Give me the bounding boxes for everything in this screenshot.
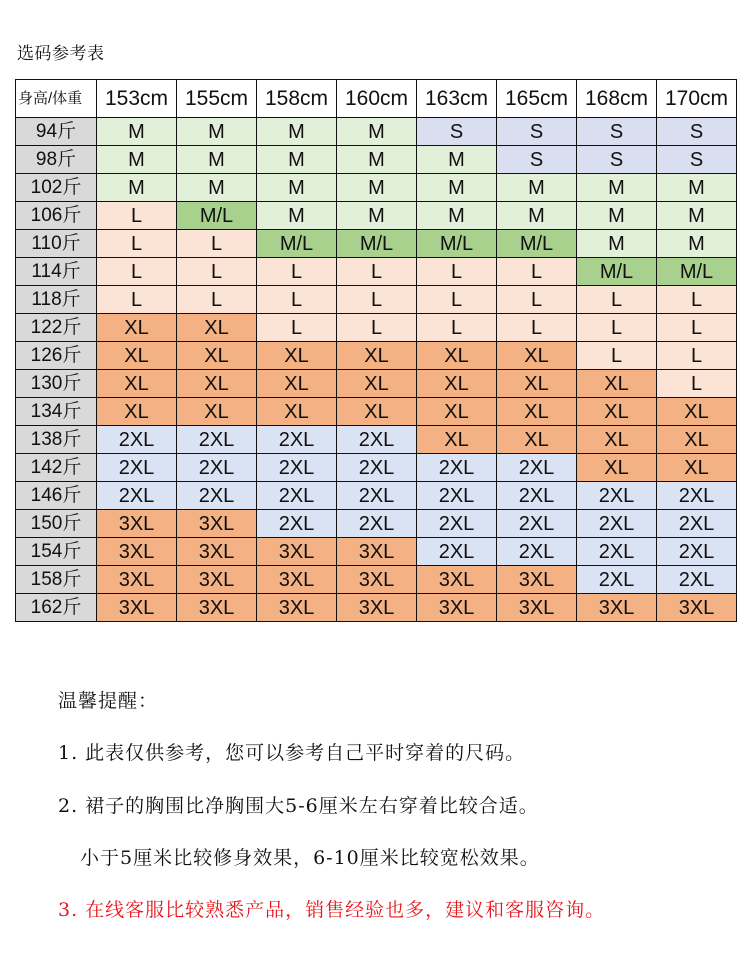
size-cell: 2XL <box>337 482 417 510</box>
size-cell: M <box>257 146 337 174</box>
table-row <box>16 594 737 622</box>
size-cell: XL <box>417 398 497 426</box>
size-cell: XL <box>337 370 417 398</box>
size-cell: M <box>177 118 257 146</box>
size-cell: 2XL <box>417 510 497 538</box>
size-cell: M <box>177 146 257 174</box>
size-cell: L <box>417 286 497 314</box>
size-cell: 2XL <box>417 454 497 482</box>
size-cell: 2XL <box>577 510 657 538</box>
size-cell: 2XL <box>177 426 257 454</box>
height-header: 168cm <box>577 80 657 118</box>
size-cell: M <box>417 146 497 174</box>
height-header: 158cm <box>257 80 337 118</box>
size-cell: 3XL <box>177 538 257 566</box>
size-cell: 3XL <box>577 594 657 622</box>
size-cell: L <box>337 286 417 314</box>
table-row <box>16 146 737 174</box>
weight-label: 110斤 <box>16 230 97 258</box>
size-cell: S <box>417 118 497 146</box>
table-row <box>16 202 737 230</box>
size-cell: L <box>177 258 257 286</box>
weight-label: 118斤 <box>16 286 97 314</box>
size-cell: XL <box>97 342 177 370</box>
size-cell: 2XL <box>177 482 257 510</box>
size-cell: M <box>657 230 737 258</box>
note-item-2-detail: 小于5厘米比较修身效果，6-10厘米比较宽松效果。 <box>80 847 540 869</box>
size-cell: L <box>97 286 177 314</box>
size-cell: 3XL <box>257 538 337 566</box>
weight-label: 130斤 <box>16 370 97 398</box>
size-cell: 2XL <box>97 482 177 510</box>
size-cell: XL <box>417 370 497 398</box>
size-cell: L <box>257 286 337 314</box>
size-cell: M <box>497 202 577 230</box>
size-cell: 2XL <box>417 538 497 566</box>
size-cell: M <box>657 202 737 230</box>
size-cell: XL <box>497 370 577 398</box>
table-row <box>16 118 737 146</box>
size-cell: L <box>657 370 737 398</box>
size-cell: M/L <box>577 258 657 286</box>
size-cell: L <box>97 230 177 258</box>
size-cell: XL <box>177 370 257 398</box>
size-cell: XL <box>257 370 337 398</box>
weight-label: 98斤 <box>16 146 97 174</box>
size-cell: L <box>577 342 657 370</box>
size-cell: S <box>497 146 577 174</box>
table-row <box>16 482 737 510</box>
size-cell: S <box>577 146 657 174</box>
table-row <box>16 342 737 370</box>
size-cell: 2XL <box>497 454 577 482</box>
size-cell: M <box>577 174 657 202</box>
size-cell: L <box>657 342 737 370</box>
table-row <box>16 286 737 314</box>
size-cell: M/L <box>257 230 337 258</box>
size-cell: 2XL <box>577 482 657 510</box>
size-cell: S <box>577 118 657 146</box>
size-cell: 3XL <box>177 510 257 538</box>
size-cell: M/L <box>177 202 257 230</box>
size-cell: 2XL <box>657 510 737 538</box>
size-cell: L <box>337 314 417 342</box>
size-cell: M <box>337 202 417 230</box>
size-cell: M <box>577 202 657 230</box>
size-cell: 2XL <box>657 566 737 594</box>
size-cell: 2XL <box>177 454 257 482</box>
size-cell: S <box>657 118 737 146</box>
size-cell: 3XL <box>337 566 417 594</box>
size-cell: 3XL <box>497 566 577 594</box>
size-cell: 3XL <box>657 594 737 622</box>
size-cell: XL <box>97 370 177 398</box>
table-row <box>16 426 737 454</box>
size-cell: L <box>177 230 257 258</box>
size-cell: 3XL <box>417 566 497 594</box>
size-cell: M <box>257 202 337 230</box>
size-cell: 2XL <box>257 426 337 454</box>
weight-label: 146斤 <box>16 482 97 510</box>
size-cell: 3XL <box>497 594 577 622</box>
size-cell: XL <box>97 398 177 426</box>
size-cell: L <box>417 258 497 286</box>
size-cell: M <box>337 118 417 146</box>
corner-header: 身高/体重 <box>16 80 97 118</box>
size-cell: 3XL <box>97 566 177 594</box>
size-cell: L <box>97 202 177 230</box>
table-row <box>16 538 737 566</box>
table-row <box>16 566 737 594</box>
size-cell: M <box>257 118 337 146</box>
weight-label: 154斤 <box>16 538 97 566</box>
weight-label: 106斤 <box>16 202 97 230</box>
note-item-2: 2. 裙子的胸围比净胸围大5-6厘米左右穿着比较合适。 <box>58 795 539 817</box>
size-cell: XL <box>577 398 657 426</box>
size-cell: 2XL <box>657 538 737 566</box>
size-cell: 3XL <box>337 594 417 622</box>
size-cell: L <box>657 314 737 342</box>
size-cell: 3XL <box>177 566 257 594</box>
size-cell: 3XL <box>337 538 417 566</box>
size-cell: 3XL <box>177 594 257 622</box>
size-cell: 2XL <box>417 482 497 510</box>
size-cell: M <box>417 202 497 230</box>
table-row <box>16 454 737 482</box>
size-cell: M <box>577 230 657 258</box>
size-cell: XL <box>577 426 657 454</box>
size-cell: 2XL <box>97 426 177 454</box>
size-cell: 2XL <box>337 454 417 482</box>
size-cell: M <box>97 118 177 146</box>
size-cell: XL <box>177 342 257 370</box>
weight-label: 126斤 <box>16 342 97 370</box>
size-cell: 2XL <box>657 482 737 510</box>
size-cell: L <box>257 258 337 286</box>
table-row <box>16 230 737 258</box>
size-cell: 2XL <box>497 510 577 538</box>
size-chart-table <box>15 79 737 622</box>
size-cell: XL <box>657 454 737 482</box>
size-cell: XL <box>497 426 577 454</box>
size-cell: XL <box>497 342 577 370</box>
note-item-3: 3. 在线客服比较熟悉产品，销售经验也多，建议和客服咨询。 <box>58 899 606 921</box>
size-cell: 3XL <box>97 538 177 566</box>
weight-label: 134斤 <box>16 398 97 426</box>
size-cell: M <box>417 174 497 202</box>
table-row <box>16 258 737 286</box>
table-row <box>16 398 737 426</box>
size-cell: 2XL <box>577 538 657 566</box>
size-cell: 3XL <box>417 594 497 622</box>
size-cell: S <box>657 146 737 174</box>
size-cell: XL <box>417 342 497 370</box>
size-cell: M/L <box>417 230 497 258</box>
size-cell: L <box>497 258 577 286</box>
size-cell: M <box>257 174 337 202</box>
size-cell: L <box>337 258 417 286</box>
size-cell: 2XL <box>337 426 417 454</box>
size-cell: 3XL <box>257 566 337 594</box>
size-cell: XL <box>177 314 257 342</box>
note-item-1: 1. 此表仅供参考，您可以参考自己平时穿着的尺码。 <box>58 742 526 764</box>
size-cell: M <box>337 146 417 174</box>
size-cell: XL <box>417 426 497 454</box>
size-cell: L <box>577 286 657 314</box>
size-cell: 2XL <box>97 454 177 482</box>
height-header: 153cm <box>97 80 177 118</box>
size-cell: M <box>497 174 577 202</box>
height-header: 165cm <box>497 80 577 118</box>
size-cell: M <box>97 174 177 202</box>
size-cell: M/L <box>657 258 737 286</box>
size-cell: L <box>177 286 257 314</box>
size-cell: 3XL <box>97 594 177 622</box>
height-header: 163cm <box>417 80 497 118</box>
size-cell: XL <box>657 426 737 454</box>
table-row <box>16 174 737 202</box>
weight-label: 138斤 <box>16 426 97 454</box>
size-cell: 2XL <box>497 538 577 566</box>
size-cell: M <box>97 146 177 174</box>
size-cell: 2XL <box>497 482 577 510</box>
table-row <box>16 510 737 538</box>
size-cell: S <box>497 118 577 146</box>
size-cell: XL <box>657 398 737 426</box>
size-cell: L <box>97 258 177 286</box>
size-cell: XL <box>257 342 337 370</box>
size-cell: L <box>577 314 657 342</box>
size-cell: M <box>177 174 257 202</box>
size-cell: M <box>337 174 417 202</box>
size-cell: 2XL <box>257 454 337 482</box>
page-title: 选码参考表 <box>17 44 105 64</box>
size-cell: M/L <box>337 230 417 258</box>
size-cell: XL <box>337 398 417 426</box>
header-row <box>16 80 737 118</box>
height-header: 160cm <box>337 80 417 118</box>
table-row <box>16 370 737 398</box>
size-cell: L <box>657 286 737 314</box>
size-cell: XL <box>577 454 657 482</box>
table-row <box>16 314 737 342</box>
size-cell: 3XL <box>257 594 337 622</box>
weight-label: 142斤 <box>16 454 97 482</box>
size-cell: 2XL <box>577 566 657 594</box>
size-cell: XL <box>497 398 577 426</box>
weight-label: 158斤 <box>16 566 97 594</box>
size-cell: L <box>417 314 497 342</box>
size-cell: XL <box>257 398 337 426</box>
size-cell: 3XL <box>97 510 177 538</box>
size-cell: L <box>497 314 577 342</box>
size-cell: M <box>657 174 737 202</box>
size-cell: 2XL <box>337 510 417 538</box>
size-cell: XL <box>337 342 417 370</box>
height-header: 170cm <box>657 80 737 118</box>
weight-label: 94斤 <box>16 118 97 146</box>
size-cell: XL <box>97 314 177 342</box>
height-header: 155cm <box>177 80 257 118</box>
size-cell: L <box>497 286 577 314</box>
weight-label: 102斤 <box>16 174 97 202</box>
size-cell: 2XL <box>257 510 337 538</box>
weight-label: 150斤 <box>16 510 97 538</box>
size-cell: 2XL <box>257 482 337 510</box>
weight-label: 162斤 <box>16 594 97 622</box>
size-cell: M/L <box>497 230 577 258</box>
weight-label: 122斤 <box>16 314 97 342</box>
notes-heading: 温馨提醒： <box>58 690 159 712</box>
size-cell: L <box>257 314 337 342</box>
size-cell: XL <box>177 398 257 426</box>
weight-label: 114斤 <box>16 258 97 286</box>
size-cell: XL <box>577 370 657 398</box>
